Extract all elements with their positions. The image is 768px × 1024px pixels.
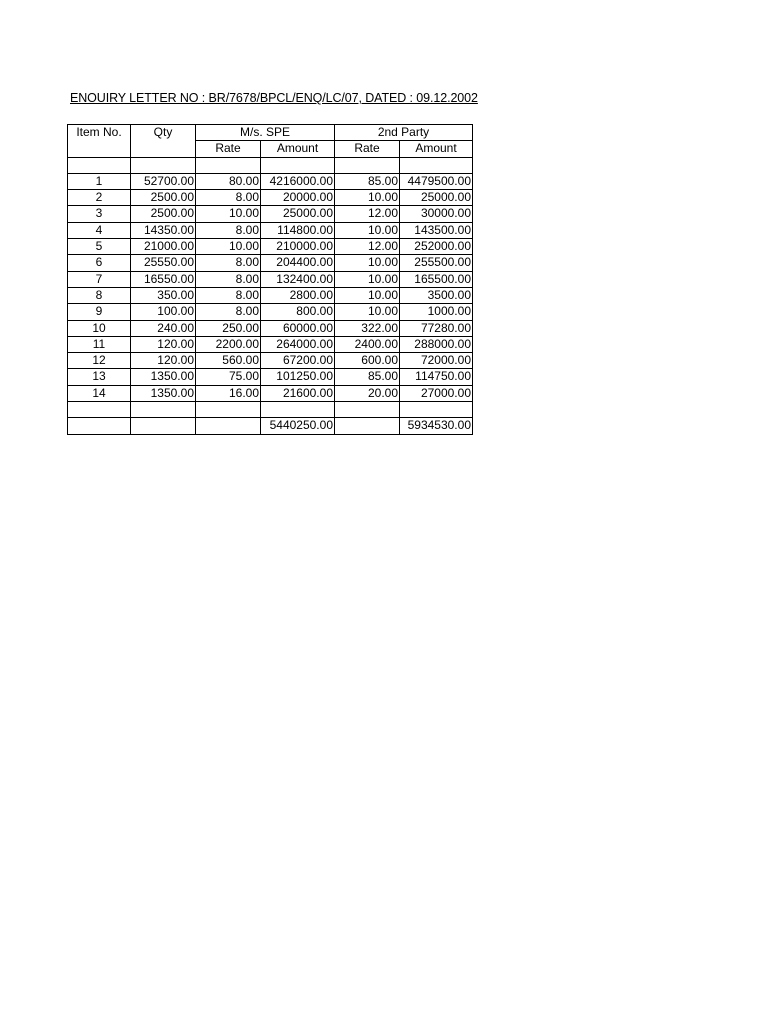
item-no-cell: 11	[68, 336, 131, 352]
party2-rate-cell: 10.00	[335, 190, 400, 206]
empty-cell	[400, 402, 473, 418]
table-row	[68, 353, 473, 369]
party2-amount-cell: 77280.00	[400, 320, 473, 336]
spacer-row	[68, 157, 473, 173]
party2-amount-cell: 143500.00	[400, 222, 473, 238]
item-no-cell: 9	[68, 304, 131, 320]
item-no-cell: 1	[68, 173, 131, 189]
party1-rate-cell: 8.00	[196, 222, 261, 238]
party1-rate-cell: 8.00	[196, 271, 261, 287]
table-row	[68, 304, 473, 320]
qty-cell: 52700.00	[131, 173, 196, 189]
table-row	[68, 222, 473, 238]
table-row	[68, 369, 473, 385]
qty-cell: 120.00	[131, 353, 196, 369]
item-no-cell: 2	[68, 190, 131, 206]
table-row	[68, 173, 473, 189]
qty-cell: 21000.00	[131, 239, 196, 255]
party2-amount-cell: 25000.00	[400, 190, 473, 206]
party2-rate-cell: 600.00	[335, 353, 400, 369]
qty-cell: 120.00	[131, 336, 196, 352]
totals-row	[68, 418, 473, 434]
party1-amount-cell: 21600.00	[261, 385, 335, 401]
party2-amount-cell: 288000.00	[400, 336, 473, 352]
party1-amount-cell: 2800.00	[261, 287, 335, 303]
party2-rate-cell: 10.00	[335, 304, 400, 320]
table-row	[68, 255, 473, 271]
party2-rate-cell: 10.00	[335, 271, 400, 287]
item-no-cell: 6	[68, 255, 131, 271]
empty-cell	[196, 418, 261, 434]
party2-amount-cell: 27000.00	[400, 385, 473, 401]
party2-rate-cell: 20.00	[335, 385, 400, 401]
party1-amount-cell: 204400.00	[261, 255, 335, 271]
party1-rate-cell: 8.00	[196, 255, 261, 271]
qty-cell: 16550.00	[131, 271, 196, 287]
party1-rate-cell: 80.00	[196, 173, 261, 189]
party1-total-amount: 5440250.00	[261, 418, 335, 434]
party1-amount-cell: 264000.00	[261, 336, 335, 352]
qty-cell: 1350.00	[131, 369, 196, 385]
qty-cell: 100.00	[131, 304, 196, 320]
party1-rate-cell: 10.00	[196, 206, 261, 222]
header-qty: Qty	[131, 125, 196, 141]
party1-amount-cell: 132400.00	[261, 271, 335, 287]
qty-cell: 1350.00	[131, 385, 196, 401]
header-row-2	[68, 141, 473, 157]
party1-rate-cell: 250.00	[196, 320, 261, 336]
empty-cell	[335, 157, 400, 173]
blank-row	[68, 402, 473, 418]
party1-rate-cell: 2200.00	[196, 336, 261, 352]
party2-amount-cell: 114750.00	[400, 369, 473, 385]
table-row	[68, 206, 473, 222]
table-row	[68, 239, 473, 255]
party2-amount-cell: 252000.00	[400, 239, 473, 255]
qty-cell: 25550.00	[131, 255, 196, 271]
party2-rate-cell: 322.00	[335, 320, 400, 336]
party2-rate-cell: 10.00	[335, 255, 400, 271]
empty-cell	[131, 157, 196, 173]
table-row	[68, 385, 473, 401]
party1-rate-cell: 75.00	[196, 369, 261, 385]
empty-cell	[131, 402, 196, 418]
party2-rate-cell: 85.00	[335, 173, 400, 189]
item-no-cell: 10	[68, 320, 131, 336]
party1-amount-cell: 67200.00	[261, 353, 335, 369]
party1-rate-cell: 560.00	[196, 353, 261, 369]
qty-cell: 350.00	[131, 287, 196, 303]
header-qty-cont	[131, 141, 196, 157]
party1-amount-cell: 4216000.00	[261, 173, 335, 189]
party1-amount-cell: 25000.00	[261, 206, 335, 222]
item-no-cell: 12	[68, 353, 131, 369]
qty-cell: 14350.00	[131, 222, 196, 238]
header-party2: 2nd Party	[335, 125, 473, 141]
item-no-cell: 3	[68, 206, 131, 222]
party2-rate-cell: 12.00	[335, 239, 400, 255]
party2-rate-cell: 12.00	[335, 206, 400, 222]
comparison-table	[67, 124, 473, 435]
party1-amount-cell: 210000.00	[261, 239, 335, 255]
empty-cell	[261, 402, 335, 418]
party1-amount-cell: 114800.00	[261, 222, 335, 238]
empty-cell	[68, 418, 131, 434]
qty-cell: 2500.00	[131, 206, 196, 222]
header-item-no-cont	[68, 141, 131, 157]
party2-amount-cell: 4479500.00	[400, 173, 473, 189]
party1-rate-cell: 10.00	[196, 239, 261, 255]
party2-rate-cell: 10.00	[335, 222, 400, 238]
party1-amount-cell: 800.00	[261, 304, 335, 320]
header-party1-rate: Rate	[196, 141, 261, 157]
item-no-cell: 4	[68, 222, 131, 238]
empty-cell	[196, 157, 261, 173]
party2-amount-cell: 72000.00	[400, 353, 473, 369]
table-row	[68, 271, 473, 287]
table-row	[68, 336, 473, 352]
item-no-cell: 8	[68, 287, 131, 303]
header-party1: M/s. SPE	[196, 125, 335, 141]
table-row	[68, 320, 473, 336]
empty-cell	[261, 157, 335, 173]
party1-amount-cell: 60000.00	[261, 320, 335, 336]
item-no-cell: 14	[68, 385, 131, 401]
party2-amount-cell: 165500.00	[400, 271, 473, 287]
header-row-1	[68, 125, 473, 141]
item-no-cell: 7	[68, 271, 131, 287]
party1-rate-cell: 16.00	[196, 385, 261, 401]
empty-cell	[335, 402, 400, 418]
table-row	[68, 287, 473, 303]
empty-cell	[68, 402, 131, 418]
party2-rate-cell: 10.00	[335, 287, 400, 303]
party2-total-amount: 5934530.00	[400, 418, 473, 434]
party1-rate-cell: 8.00	[196, 190, 261, 206]
header-party2-rate: Rate	[335, 141, 400, 157]
qty-cell: 2500.00	[131, 190, 196, 206]
empty-cell	[196, 402, 261, 418]
item-no-cell: 5	[68, 239, 131, 255]
party2-amount-cell: 30000.00	[400, 206, 473, 222]
party2-amount-cell: 3500.00	[400, 287, 473, 303]
party2-rate-cell: 85.00	[335, 369, 400, 385]
enquiry-letter-title: ENOUIRY LETTER NO : BR/7678/BPCL/ENQ/LC/07, DATED : 09.12.2002	[70, 91, 478, 105]
party1-amount-cell: 20000.00	[261, 190, 335, 206]
header-party2-amount: Amount	[400, 141, 473, 157]
header-party1-amount: Amount	[261, 141, 335, 157]
party2-amount-cell: 1000.00	[400, 304, 473, 320]
qty-cell: 240.00	[131, 320, 196, 336]
party1-amount-cell: 101250.00	[261, 369, 335, 385]
party2-amount-cell: 255500.00	[400, 255, 473, 271]
party1-rate-cell: 8.00	[196, 304, 261, 320]
header-item-no: Item No.	[68, 125, 131, 141]
table-row	[68, 190, 473, 206]
item-no-cell: 13	[68, 369, 131, 385]
empty-cell	[335, 418, 400, 434]
party2-rate-cell: 2400.00	[335, 336, 400, 352]
empty-cell	[400, 157, 473, 173]
party1-rate-cell: 8.00	[196, 287, 261, 303]
empty-cell	[131, 418, 196, 434]
empty-cell	[68, 157, 131, 173]
